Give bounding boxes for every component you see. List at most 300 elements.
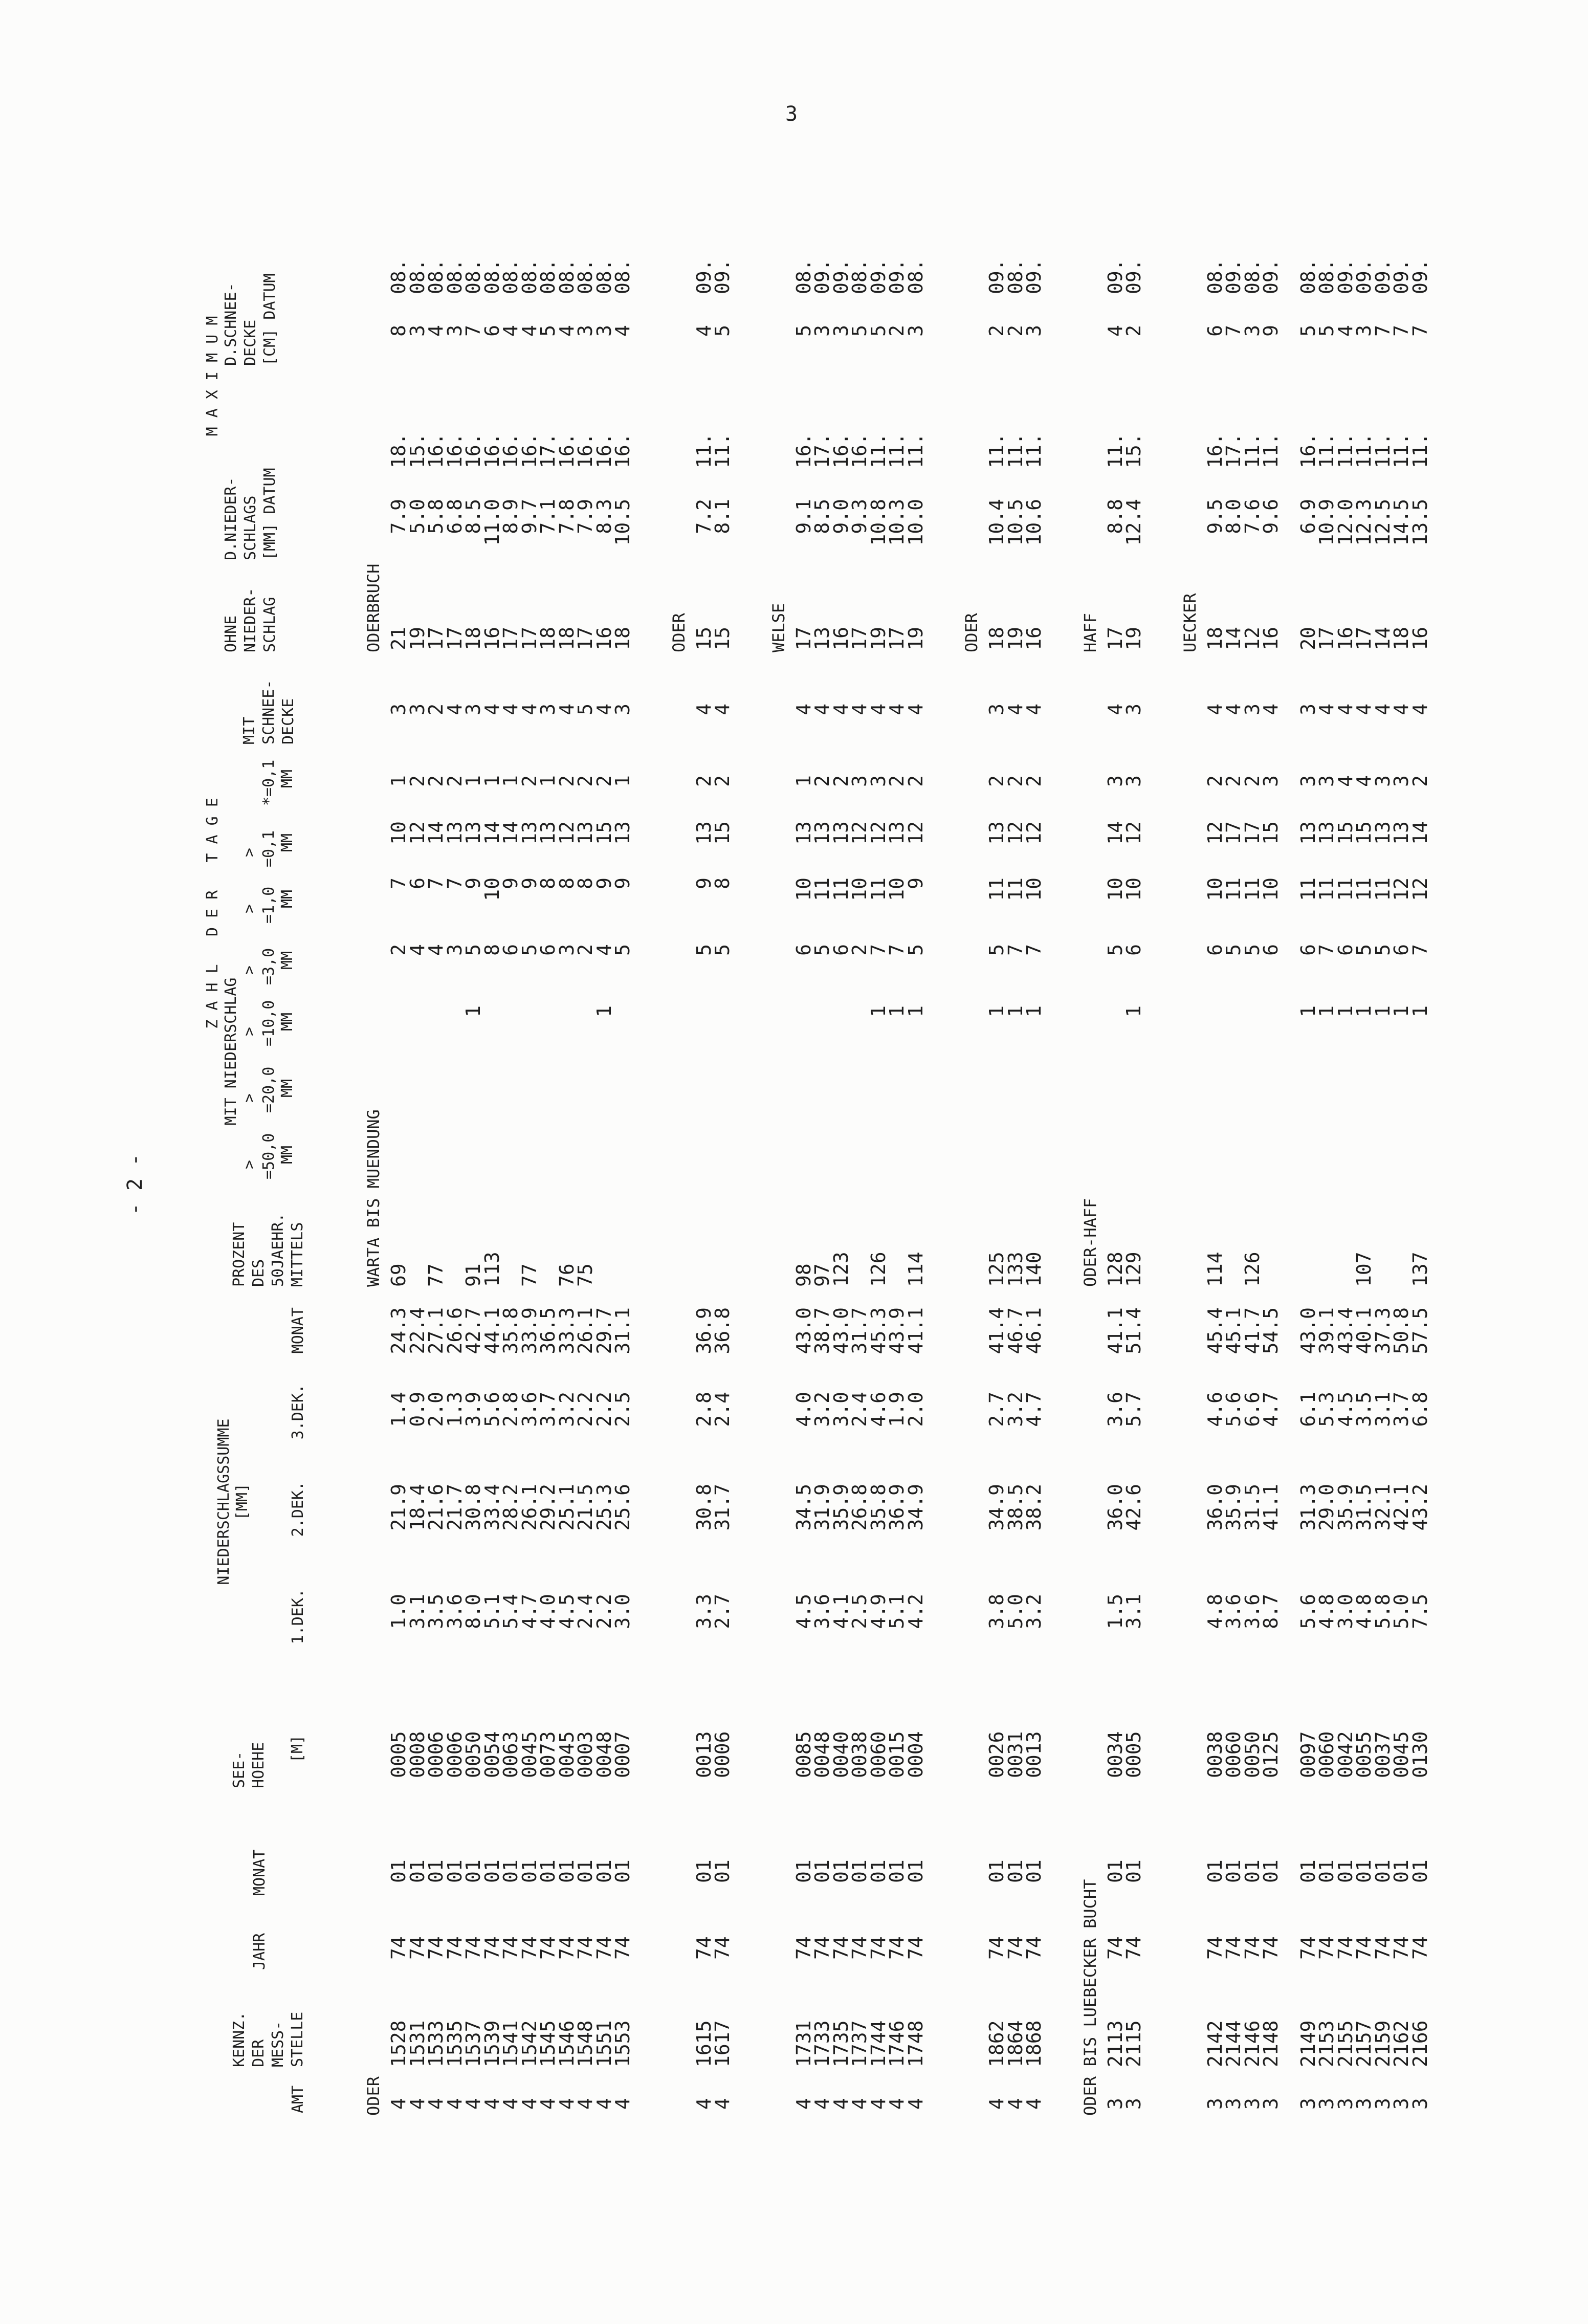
table-row — [1025, 102, 1043, 2116]
cell-max-precip: 12.3 — [1353, 499, 1375, 546]
cell-days-ge1: 10 — [480, 878, 503, 901]
cell-amt: 4 — [406, 2098, 429, 2110]
cell-max-precip-date: 11. — [1104, 433, 1127, 468]
cell-jahr: 74 — [985, 1936, 1008, 1960]
table-row — [480, 102, 503, 2116]
cell-days-ge10: 1 — [592, 1005, 615, 1017]
cell-monat-sum: 43.0 — [792, 1307, 815, 1354]
cell-days-ge01: 17 — [1241, 821, 1264, 845]
cell-jahr: 74 — [574, 1936, 597, 1960]
cell-days-star: 2 — [574, 775, 597, 787]
cell-amt: 4 — [592, 2098, 615, 2110]
cell-see-hoehe: 0006 — [443, 1731, 466, 1778]
cell-prozent: 129 — [1122, 1252, 1145, 1287]
cell-dek2: 25.1 — [555, 1484, 578, 1531]
cell-days-ge01: 13 — [574, 821, 597, 845]
cell-dek3: 4.6 — [1203, 1392, 1226, 1427]
cell-monat: 01 — [1296, 1859, 1319, 1883]
cell-dek1: 5.8 — [1371, 1594, 1394, 1629]
cell-dek3: 2.8 — [499, 1392, 522, 1427]
cell-monat: 01 — [443, 1859, 466, 1883]
cell-max-precip-date: 11. — [1408, 433, 1431, 468]
cell-max-precip-date: 11. — [1390, 433, 1413, 468]
cell-max-precip: 12.5 — [1371, 499, 1394, 546]
cell-days-ge10: 1 — [1023, 1005, 1045, 1017]
cell-kennz: 1545 — [537, 2020, 559, 2067]
cell-days-ge3: 7 — [1004, 944, 1027, 956]
cell-days-dry: 17 — [848, 627, 871, 650]
cell-see-hoehe: 0125 — [1260, 1731, 1282, 1778]
cell-max-precip-date: 16. — [425, 433, 447, 468]
cell-dek1: 3.0 — [1334, 1594, 1357, 1629]
cell-days-ge3: 6 — [829, 944, 852, 956]
cell-amt: 3 — [1315, 2098, 1338, 2110]
cell-days-ge01: 13 — [1390, 821, 1413, 845]
cell-dek3: 6.8 — [1408, 1392, 1431, 1427]
cell-dek3: 4.5 — [1334, 1392, 1357, 1427]
cell-days-ge1: 10 — [1260, 878, 1282, 901]
cell-dek1: 4.8 — [1353, 1594, 1375, 1629]
cell-days-ge01: 12 — [1004, 821, 1027, 845]
cell-dek3: 5.7 — [1122, 1392, 1145, 1427]
cell-days-ge10: 1 — [1122, 1005, 1145, 1017]
cell-days-ge01: 13 — [537, 821, 559, 845]
cell-days-snow: 4 — [811, 704, 833, 715]
cell-max-snow: 5 — [792, 325, 815, 337]
cell-jahr: 74 — [792, 1936, 815, 1960]
cell-max-snow: 3 — [574, 325, 597, 337]
cell-see-hoehe: 0040 — [829, 1731, 852, 1778]
cell-days-snow: 3 — [406, 704, 429, 715]
cell-dek3: 3.9 — [462, 1392, 484, 1427]
cell-days-star: 2 — [592, 775, 615, 787]
cell-days-ge01: 15 — [1353, 821, 1375, 845]
cell-max-snow: 5 — [848, 325, 871, 337]
cell-max-precip: 10.9 — [1315, 499, 1338, 546]
cell-days-ge01: 12 — [904, 821, 927, 845]
table-row — [904, 102, 927, 2116]
cell-see-hoehe: 0013 — [692, 1731, 715, 1778]
cell-dek3: 0.9 — [406, 1392, 429, 1427]
cell-dek2: 41.1 — [1260, 1484, 1282, 1531]
cell-max-precip-date: 16. — [443, 433, 466, 468]
cell-days-snow: 3 — [1122, 704, 1145, 715]
cell-prozent: 76 — [555, 1263, 578, 1287]
cell-max-precip: 10.0 — [904, 499, 927, 546]
cell-max-precip: 10.3 — [886, 499, 908, 546]
cell-days-ge3: 4 — [592, 944, 615, 956]
cell-dek2: 36.0 — [1104, 1484, 1127, 1531]
cell-jahr: 74 — [1023, 1936, 1045, 1960]
cell-max-snow-date: 09. — [1353, 259, 1375, 294]
cell-monat-sum: 37.3 — [1371, 1307, 1394, 1354]
cell-kennz: 1744 — [867, 2020, 890, 2067]
header-ohne: OHNE — [222, 615, 240, 652]
cell-days-ge01: 13 — [518, 821, 541, 845]
cell-max-precip-date: 11. — [1371, 433, 1394, 468]
cell-prozent: 140 — [1023, 1252, 1045, 1287]
cell-amt: 4 — [985, 2098, 1008, 2110]
cell-days-ge3: 4 — [406, 944, 429, 956]
header-threshold: =0,1 — [260, 830, 278, 867]
cell-days-ge3: 7 — [1408, 944, 1431, 956]
cell-days-snow: 3 — [611, 704, 634, 715]
cell-kennz: 2146 — [1241, 2020, 1264, 2067]
cell-days-dry: 19 — [1004, 627, 1027, 650]
cell-see-hoehe: 0042 — [1334, 1731, 1357, 1778]
cell-amt: 4 — [711, 2098, 734, 2110]
cell-monat: 01 — [611, 1859, 634, 1883]
cell-dek1: 5.0 — [1390, 1594, 1413, 1629]
cell-max-precip: 7.2 — [692, 499, 715, 534]
cell-days-ge1: 11 — [1353, 878, 1375, 901]
cell-max-snow: 3 — [1023, 325, 1045, 337]
header-kennz: MESS- — [269, 2021, 287, 2067]
cell-max-snow: 7 — [462, 325, 484, 337]
cell-max-snow: 4 — [611, 325, 634, 337]
cell-max-snow: 3 — [904, 325, 927, 337]
cell-days-dry: 15 — [692, 627, 715, 650]
cell-max-precip: 9.1 — [792, 499, 815, 534]
cell-amt: 3 — [1334, 2098, 1357, 2110]
header-see: [M] — [289, 1735, 306, 1763]
cell-kennz: 1539 — [480, 2020, 503, 2067]
header-max-snow: D.SCHNEE- — [222, 282, 240, 366]
header-schnee: DECKE — [279, 698, 297, 744]
cell-monat-sum: 57.5 — [1408, 1307, 1431, 1354]
header-threshold-unit: MM — [278, 951, 296, 970]
cell-dek2: 38.5 — [1004, 1484, 1027, 1531]
cell-days-snow: 3 — [537, 704, 559, 715]
cell-jahr: 74 — [1390, 1936, 1413, 1960]
cell-days-ge1: 11 — [829, 878, 852, 901]
cell-days-ge1: 10 — [792, 878, 815, 901]
header-gt: > — [240, 847, 258, 857]
cell-dek3: 2.4 — [848, 1392, 871, 1427]
cell-amt: 4 — [829, 2098, 852, 2110]
cell-max-precip-date: 16. — [462, 433, 484, 468]
cell-days-snow: 4 — [867, 704, 890, 715]
cell-jahr: 74 — [1222, 1936, 1245, 1960]
cell-max-precip-date: 11. — [1260, 433, 1282, 468]
cell-days-ge1: 10 — [886, 878, 908, 901]
table-row — [1371, 102, 1394, 2116]
cell-max-snow-date: 09. — [1222, 259, 1245, 294]
table-row — [1004, 102, 1027, 2116]
cell-days-ge3: 8 — [480, 944, 503, 956]
cell-max-snow: 5 — [537, 325, 559, 337]
cell-monat: 01 — [1203, 1859, 1226, 1883]
cell-days-ge01: 12 — [555, 821, 578, 845]
table-row — [1334, 102, 1357, 2116]
cell-max-precip-date: 18. — [387, 433, 410, 468]
cell-monat: 01 — [1260, 1859, 1282, 1883]
cell-days-ge3: 6 — [1296, 944, 1319, 956]
header-jahr: JAHR — [251, 1933, 269, 1970]
cell-prozent: 126 — [867, 1252, 890, 1287]
cell-monat: 01 — [711, 1859, 734, 1883]
cell-max-precip: 9.6 — [1260, 499, 1282, 534]
table-row — [867, 102, 890, 2116]
cell-max-snow: 6 — [1203, 325, 1226, 337]
cell-max-precip-date: 16. — [829, 433, 852, 468]
cell-kennz: 2113 — [1104, 2020, 1127, 2067]
table-row — [1104, 102, 1127, 2116]
cell-amt: 4 — [904, 2098, 927, 2110]
cell-max-precip-date: 11. — [1353, 433, 1375, 468]
cell-kennz: 2166 — [1408, 2020, 1431, 2067]
cell-see-hoehe: 0015 — [886, 1731, 908, 1778]
cell-days-ge3: 5 — [1241, 944, 1264, 956]
cell-max-precip-date: 17. — [1222, 433, 1245, 468]
cell-days-ge01: 15 — [711, 821, 734, 845]
table-row — [574, 102, 597, 2116]
cell-kennz: 1546 — [555, 2020, 578, 2067]
header-max-precip: D.NIEDER- — [222, 477, 240, 560]
cell-max-precip: 10.5 — [1004, 499, 1027, 546]
table-row — [1408, 102, 1431, 2116]
cell-monat-sum: 42.7 — [462, 1307, 484, 1354]
cell-dek2: 26.8 — [848, 1484, 871, 1531]
cell-monat-sum: 51.4 — [1122, 1307, 1145, 1354]
cell-kennz: 2144 — [1222, 2020, 1245, 2067]
cell-dek3: 2.4 — [711, 1392, 734, 1427]
cell-days-snow: 4 — [829, 704, 852, 715]
cell-days-star: 3 — [1371, 775, 1394, 787]
cell-max-snow: 3 — [811, 325, 833, 337]
cell-kennz: 1864 — [1004, 2020, 1027, 2067]
cell-kennz: 1615 — [692, 2020, 715, 2067]
header-dek2: 2.DEK. — [289, 1481, 307, 1537]
cell-see-hoehe: 0004 — [904, 1731, 927, 1778]
header-max-precip: SCHLAGS — [241, 495, 259, 560]
cell-kennz: 1862 — [985, 2020, 1008, 2067]
cell-max-precip: 8.3 — [592, 499, 615, 534]
cell-monat: 01 — [867, 1859, 890, 1883]
cell-days-dry: 18 — [1203, 627, 1226, 650]
header-kennz: KENNZ. — [230, 2011, 248, 2067]
cell-max-snow-date: 09. — [867, 259, 890, 294]
cell-max-precip-date: 16. — [792, 433, 815, 468]
cell-max-snow: 4 — [1104, 325, 1127, 337]
cell-max-precip-date: 11. — [1004, 433, 1027, 468]
cell-amt: 4 — [1023, 2098, 1045, 2110]
cell-dek2: 18.4 — [406, 1484, 429, 1531]
cell-days-ge10: 1 — [462, 1005, 484, 1017]
cell-days-star: 1 — [387, 775, 410, 787]
cell-kennz: 2155 — [1334, 2020, 1357, 2067]
cell-dek2: 33.4 — [480, 1484, 503, 1531]
cell-dek3: 3.5 — [1353, 1392, 1375, 1427]
cell-jahr: 74 — [848, 1936, 871, 1960]
cell-monat-sum: 41.1 — [904, 1307, 927, 1354]
cell-dek1: 3.6 — [443, 1594, 466, 1629]
cell-days-ge3: 6 — [1122, 944, 1145, 956]
cell-days-ge1: 7 — [443, 878, 466, 889]
cell-jahr: 74 — [518, 1936, 541, 1960]
cell-dek1: 3.6 — [1241, 1594, 1264, 1629]
cell-see-hoehe: 0060 — [867, 1731, 890, 1778]
cell-dek3: 5.6 — [480, 1392, 503, 1427]
cell-kennz: 1735 — [829, 2020, 852, 2067]
cell-days-snow: 4 — [1260, 704, 1282, 715]
cell-days-ge01: 12 — [1023, 821, 1045, 845]
cell-dek1: 4.5 — [792, 1594, 815, 1629]
cell-days-ge01: 13 — [792, 821, 815, 845]
header-monat: MONAT — [251, 1849, 269, 1896]
cell-max-precip: 10.5 — [611, 499, 634, 546]
cell-max-snow-date: 09. — [692, 259, 715, 294]
table-row — [1203, 102, 1226, 2116]
cell-see-hoehe: 0063 — [499, 1731, 522, 1778]
cell-dek2: 31.5 — [1353, 1484, 1375, 1531]
cell-max-precip-date: 11. — [711, 433, 734, 468]
header-dek1: 1.DEK. — [289, 1589, 307, 1645]
cell-days-ge3: 5 — [611, 944, 634, 956]
cell-dek1: 3.5 — [425, 1594, 447, 1629]
cell-monat: 01 — [1104, 1859, 1127, 1883]
cell-dek1: 4.2 — [904, 1594, 927, 1629]
cell-max-snow: 4 — [499, 325, 522, 337]
cell-max-precip: 10.6 — [1023, 499, 1045, 546]
cell-max-precip-date: 16. — [1203, 433, 1226, 468]
cell-days-ge3: 5 — [904, 944, 927, 956]
cell-days-ge1: 8 — [555, 878, 578, 889]
cell-jahr: 74 — [886, 1936, 908, 1960]
cell-days-ge3: 5 — [985, 944, 1008, 956]
cell-max-precip-date: 16. — [480, 433, 503, 468]
cell-prozent: 137 — [1408, 1252, 1431, 1287]
header-prozent: MITTELS — [289, 1222, 306, 1287]
cell-dek2: 38.2 — [1023, 1484, 1045, 1531]
cell-see-hoehe: 0026 — [985, 1731, 1008, 1778]
cell-max-precip: 10.4 — [985, 499, 1008, 546]
cell-days-ge3: 7 — [867, 944, 890, 956]
cell-kennz: 2162 — [1390, 2020, 1413, 2067]
cell-max-snow: 7 — [1408, 325, 1431, 337]
cell-jahr: 74 — [1296, 1936, 1319, 1960]
cell-prozent: 69 — [387, 1263, 410, 1287]
cell-days-star: 2 — [829, 775, 852, 787]
cell-max-snow-date: 08. — [904, 259, 927, 294]
cell-dek3: 4.7 — [1023, 1392, 1045, 1427]
cell-monat: 01 — [1222, 1859, 1245, 1883]
cell-days-star: 2 — [425, 775, 447, 787]
cell-max-precip: 8.8 — [1104, 499, 1127, 534]
cell-days-ge01: 17 — [1222, 821, 1245, 845]
cell-max-precip: 7.9 — [387, 499, 410, 534]
table-row — [1390, 102, 1413, 2116]
cell-max-snow-date: 09. — [1023, 259, 1045, 294]
cell-days-snow: 3 — [462, 704, 484, 715]
cell-days-star: 2 — [1241, 775, 1264, 787]
cell-max-precip-date: 16. — [848, 433, 871, 468]
cell-amt: 4 — [692, 2098, 715, 2110]
column-headers — [200, 102, 353, 2116]
cell-days-dry: 21 — [387, 627, 410, 650]
cell-max-snow-date: 09. — [711, 259, 734, 294]
section-title: ODER BIS LUEBECKER BUCHT — [1080, 1879, 1100, 2116]
cell-max-snow-date: 08. — [387, 259, 410, 294]
cell-dek1: 8.7 — [1260, 1594, 1282, 1629]
cell-days-dry: 16 — [829, 627, 852, 650]
cell-days-ge10: 1 — [1390, 1005, 1413, 1017]
header-ns-unit: [MM] — [233, 1483, 251, 1521]
table-row — [1296, 102, 1319, 2116]
cell-days-star: 3 — [1390, 775, 1413, 787]
cell-dek1: 1.5 — [1104, 1594, 1127, 1629]
cell-monat: 01 — [1371, 1859, 1394, 1883]
cell-dek3: 3.7 — [1390, 1392, 1413, 1427]
cell-days-star: 2 — [692, 775, 715, 787]
header-gt: > — [240, 1026, 258, 1036]
cell-days-dry: 17 — [792, 627, 815, 650]
cell-jahr: 74 — [555, 1936, 578, 1960]
cell-days-snow: 4 — [848, 704, 871, 715]
cell-amt: 3 — [1104, 2098, 1127, 2110]
cell-max-precip: 8.5 — [811, 499, 833, 534]
cell-monat-sum: 26.1 — [574, 1307, 597, 1354]
cell-amt: 3 — [1260, 2098, 1282, 2110]
cell-days-star: 1 — [537, 775, 559, 787]
cell-days-ge3: 7 — [1023, 944, 1045, 956]
header-gt: > — [240, 965, 258, 975]
cell-amt: 4 — [537, 2098, 559, 2110]
cell-dek1: 3.6 — [811, 1594, 833, 1629]
cell-max-precip-date: 11. — [1315, 433, 1338, 468]
cell-max-snow: 3 — [1353, 325, 1375, 337]
cell-monat: 01 — [904, 1859, 927, 1883]
cell-dek1: 2.7 — [711, 1594, 734, 1629]
cell-max-snow-date: 09. — [1334, 259, 1357, 294]
cell-days-dry: 14 — [1222, 627, 1245, 650]
cell-days-ge01: 14 — [499, 821, 522, 845]
cell-days-snow: 4 — [904, 704, 927, 715]
cell-max-precip: 12.4 — [1122, 499, 1145, 546]
cell-jahr: 74 — [387, 1936, 410, 1960]
header-threshold: =50,0 — [260, 1133, 278, 1179]
cell-see-hoehe: 0005 — [387, 1731, 410, 1778]
cell-monat-sum: 31.1 — [611, 1307, 634, 1354]
cell-days-star: 2 — [1023, 775, 1045, 787]
cell-monat-sum: 36.9 — [692, 1307, 715, 1354]
cell-days-ge1: 11 — [985, 878, 1008, 901]
cell-dek3: 2.8 — [692, 1392, 715, 1427]
cell-see-hoehe: 0006 — [711, 1731, 734, 1778]
cell-max-precip-date: 16. — [499, 433, 522, 468]
cell-days-ge10: 1 — [1296, 1005, 1319, 1017]
cell-max-precip: 7.9 — [574, 499, 597, 534]
cell-days-ge01: 12 — [1203, 821, 1226, 845]
cell-days-star: 2 — [555, 775, 578, 787]
cell-see-hoehe: 0038 — [848, 1731, 871, 1778]
cell-days-ge3: 5 — [811, 944, 833, 956]
cell-days-dry: 16 — [1334, 627, 1357, 650]
cell-prozent: 114 — [1203, 1252, 1226, 1287]
cell-max-precip: 7.6 — [1241, 499, 1264, 534]
cell-days-ge10: 1 — [1371, 1005, 1394, 1017]
header-threshold: =3,0 — [260, 948, 278, 985]
cell-days-snow: 4 — [692, 704, 715, 715]
cell-dek2: 31.7 — [711, 1484, 734, 1531]
cell-max-snow-date: 08. — [611, 259, 634, 294]
cell-monat: 01 — [692, 1859, 715, 1883]
cell-prozent: 128 — [1104, 1252, 1127, 1287]
cell-max-snow-date: 08. — [592, 259, 615, 294]
cell-prozent: 91 — [462, 1263, 484, 1287]
section-title: ODER — [364, 2076, 383, 2116]
cell-days-ge1: 11 — [1004, 878, 1027, 901]
